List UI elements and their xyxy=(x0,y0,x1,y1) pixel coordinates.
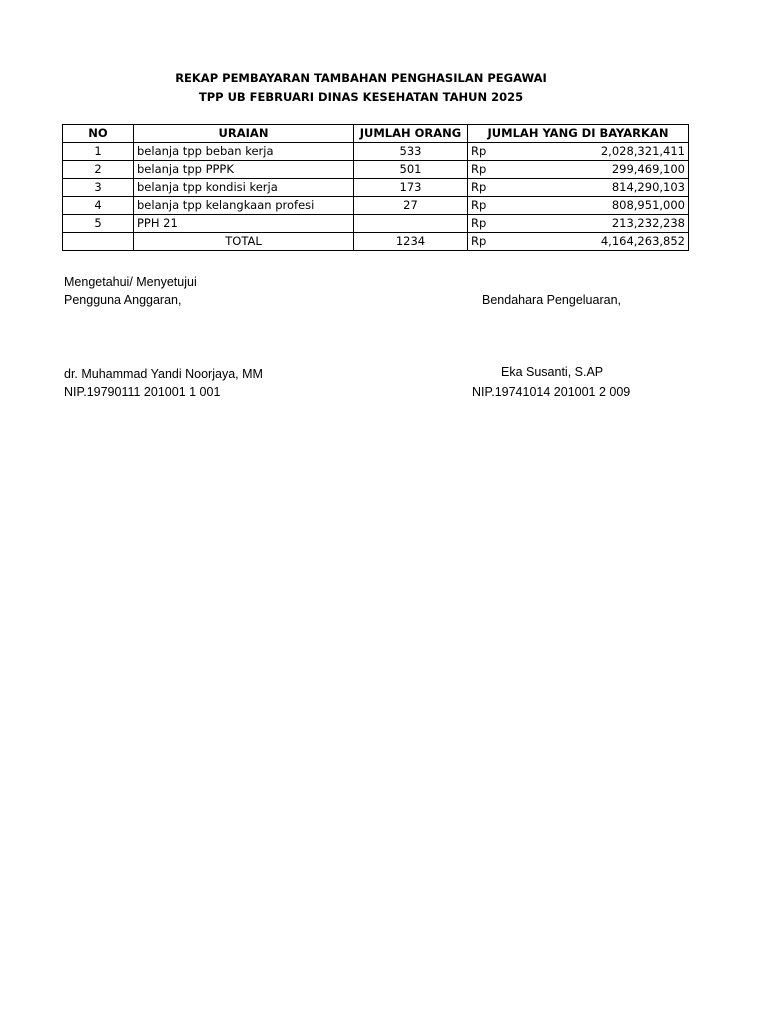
approval-label: Mengetahui/ Menyetujui xyxy=(64,275,197,289)
total-jumlah-dibayarkan xyxy=(468,233,689,251)
amount-value: 808,951,000 xyxy=(611,198,685,212)
treasurer-nip: NIP.19741014 201001 2 009 xyxy=(472,385,631,399)
table-row xyxy=(63,197,689,215)
currency-label: Rp xyxy=(471,198,487,212)
cell-no: 1 xyxy=(63,143,134,161)
recap-table xyxy=(62,124,689,251)
currency-label: Rp xyxy=(471,162,487,176)
header-uraian: URAIAN xyxy=(134,125,354,143)
cell-uraian: belanja tpp PPPK xyxy=(134,161,354,179)
total-label: TOTAL xyxy=(134,233,354,251)
cell-uraian: belanja tpp kelangkaan profesi xyxy=(134,197,354,215)
document-title: REKAP PEMBAYARAN TAMBAHAN PENGHASILAN PEGAWAI xyxy=(175,71,547,85)
cell-uraian: belanja tpp kondisi kerja xyxy=(134,179,354,197)
cell-no: 5 xyxy=(63,215,134,233)
budget-user-name: dr. Muhammad Yandi Noorjaya, MM xyxy=(64,367,263,381)
budget-user-nip: NIP.19790111 201001 1 001 xyxy=(64,385,221,399)
cell-no: 4 xyxy=(63,197,134,215)
cell-no: 3 xyxy=(63,179,134,197)
total-amount-value: 4,164,263,852 xyxy=(600,234,685,248)
table-row xyxy=(63,143,689,161)
cell-jumlah-dibayarkan xyxy=(468,161,689,179)
table-row xyxy=(63,215,689,233)
table-header-row xyxy=(63,125,689,143)
cell-jumlah-dibayarkan xyxy=(468,197,689,215)
cell-uraian: PPH 21 xyxy=(134,215,354,233)
cell-jumlah-orang: 501 xyxy=(354,161,468,179)
currency-label: Rp xyxy=(471,234,487,248)
total-jumlah-orang: 1234 xyxy=(354,233,468,251)
budget-user-role: Pengguna Anggaran, xyxy=(64,293,182,307)
cell-jumlah-dibayarkan xyxy=(468,179,689,197)
cell-jumlah-orang: 173 xyxy=(354,179,468,197)
treasurer-name: Eka Susanti, S.AP xyxy=(501,365,604,379)
cell-jumlah-orang: 533 xyxy=(354,143,468,161)
currency-label: Rp xyxy=(471,144,487,158)
header-jumlah-dibayarkan: JUMLAH YANG DI BAYARKAN xyxy=(468,125,689,143)
cell-no-empty xyxy=(63,233,134,251)
cell-jumlah-dibayarkan xyxy=(468,143,689,161)
header-no: NO xyxy=(63,125,134,143)
amount-value: 2,028,321,411 xyxy=(600,144,685,158)
treasurer-role: Bendahara Pengeluaran, xyxy=(482,293,622,307)
table-row xyxy=(63,161,689,179)
document-subtitle: TPP UB FEBRUARI DINAS KESEHATAN TAHUN 2025 xyxy=(198,90,524,104)
cell-uraian: belanja tpp beban kerja xyxy=(134,143,354,161)
currency-label: Rp xyxy=(471,180,487,194)
cell-no: 2 xyxy=(63,161,134,179)
currency-label: Rp xyxy=(471,216,487,230)
cell-jumlah-dibayarkan xyxy=(468,215,689,233)
header-jumlah-orang: JUMLAH ORANG xyxy=(354,125,468,143)
table-row xyxy=(63,179,689,197)
amount-value: 213,232,238 xyxy=(611,216,685,230)
cell-jumlah-orang xyxy=(354,215,468,233)
amount-value: 299,469,100 xyxy=(611,162,685,176)
table-total-row xyxy=(63,233,689,251)
cell-jumlah-orang: 27 xyxy=(354,197,468,215)
amount-value: 814,290,103 xyxy=(611,180,685,194)
